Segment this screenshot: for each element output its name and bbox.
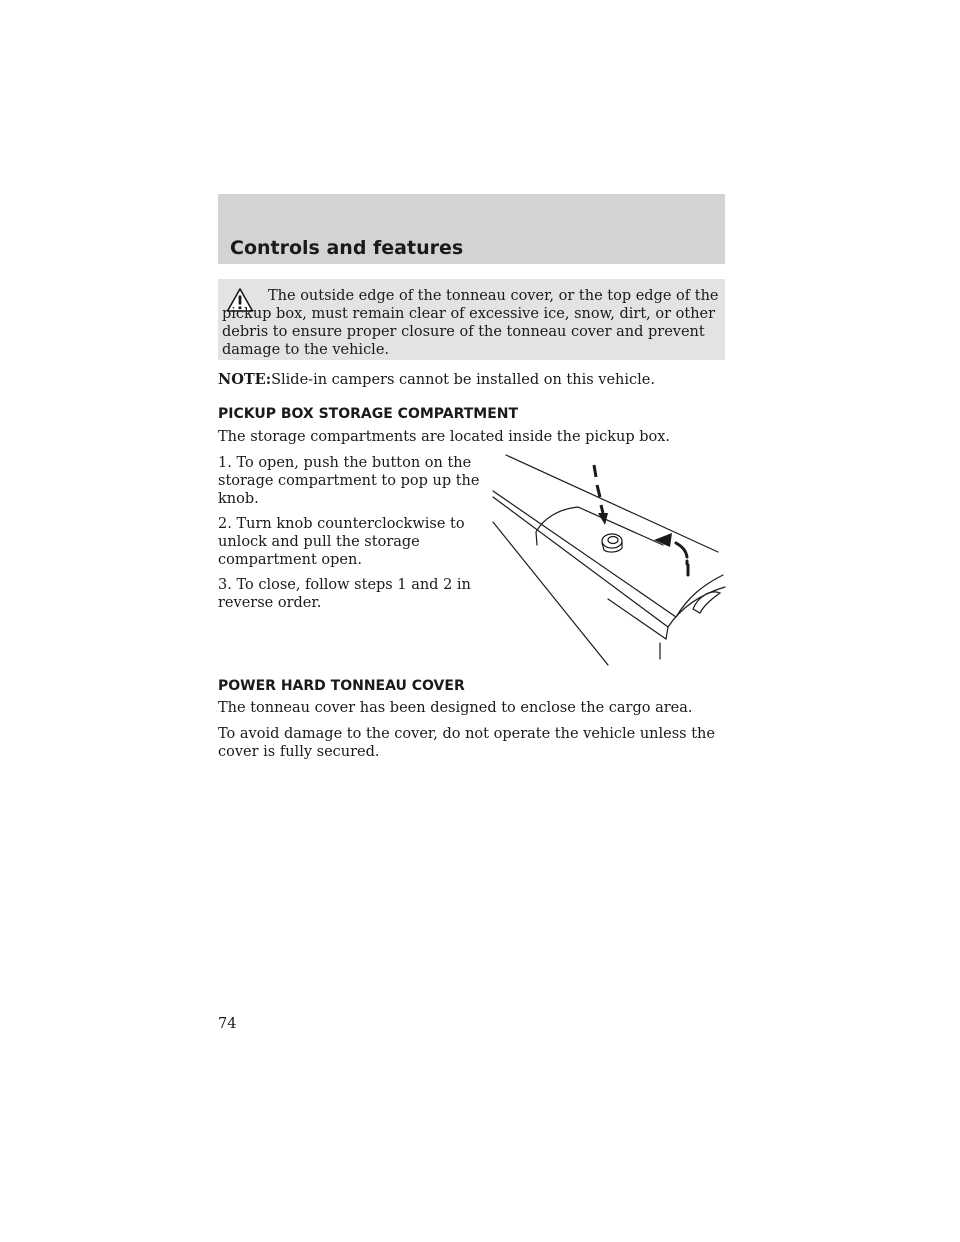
step-3-line-2: reverse order. (218, 595, 322, 611)
step-2-line-2: unlock and pull the storage (218, 534, 420, 550)
tonneau-paragraph-2-line-2: cover is fully secured. (218, 744, 380, 760)
section-title: Controls and features (230, 237, 464, 259)
note-text: Slide-in campers cannot be installed on this vehicle. (271, 372, 655, 388)
step-2-line-1: 2. Turn knob counterclockwise to (218, 516, 465, 532)
step-1-line-1: 1. To open, push the button on the (218, 455, 472, 471)
note-paragraph (218, 371, 655, 389)
page-number: 74 (218, 1016, 237, 1032)
tonneau-paragraph-2-line-1: To avoid damage to the cover, do not operate the vehicle unless the (218, 726, 715, 742)
step-1-line-2: storage compartment to pop up the (218, 473, 480, 489)
tonneau-heading: POWER HARD TONNEAU COVER (218, 678, 465, 694)
warning-text: The outside edge of the tonneau cover, or the top edge of the pickup box, must remain clear of excessive ice, snow, dirt, or other debris to ensure proper closure of the tonneau cover and prevent damage to the vehicle. (222, 288, 719, 358)
warning-box (218, 279, 725, 360)
section-header-band (218, 194, 725, 264)
storage-heading: PICKUP BOX STORAGE COMPARTMENT (218, 406, 519, 422)
step-2-line-3: compartment open. (218, 552, 362, 568)
step-1-line-3: knob. (218, 491, 259, 507)
storage-intro: The storage compartments are located inside the pickup box. (218, 429, 671, 445)
storage-compartment-illustration (488, 447, 728, 669)
tonneau-paragraph-1: The tonneau cover has been designed to enclose the cargo area. (218, 700, 693, 716)
step-3-line-1: 3. To close, follow steps 1 and 2 in (218, 577, 471, 593)
note-label: NOTE: (218, 371, 272, 388)
